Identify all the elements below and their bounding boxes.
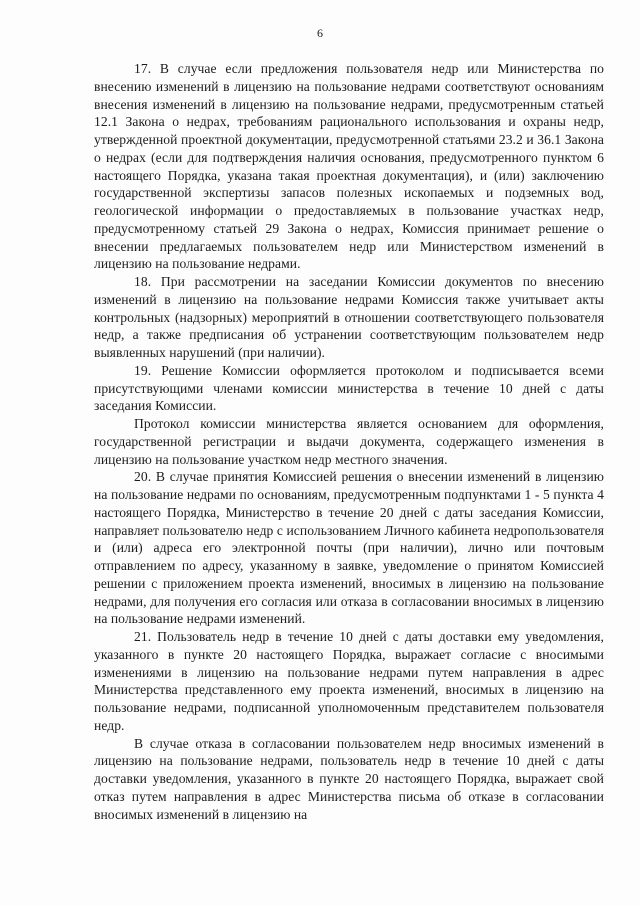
paragraph-20: 20. В случае принятия Комиссией решения о внесении изменений в лицензию на пользование недрами по основаниям, предусмотренным подпунктами 1 - 5 пункта 4 настоящего Порядка, Министерство в течение 20 дней с даты заседания Комиссии, направляет пользователю недр с использованием Личного кабинета недропользователя и (или) адреса его электронной почты (при наличии), лично или почтовым отправлением по адресу, указанному в заявке, уведомление о принятом Комиссией решении с приложением проекта изменений, вносимых в лицензию на пользование недрами, для получения его согласия или отказа в согласовании вносимых в лицензию на пользование недрами изменений.	[94, 469, 604, 627]
paragraph-21-refusal: В случае отказа в согласовании пользователем недр вносимых изменений в лицензию на пользование недрами, пользователь недр в течение 10 дней с даты доставки уведомления, указанного в пункте 20 настоящего Порядка, выражает свой отказ путем направления в адрес Министерства письма об отказе в согласовании вносимых изменений в лицензию на	[94, 735, 604, 822]
document-body	[94, 60, 604, 823]
paragraph-17: 17. В случае если предложения пользователя недр или Министерства по внесению изменений в лицензию на пользование недрами соответствуют основаниям внесения изменений в лицензию на пользование недрами, предусмотренным статьей 12.1 Закона о недрах, требованиям рационального использования и охраны недр, утвержденной проектной документации, предусмотренной статьями 23.2 и 36.1 Закона о недрах (если для подтверждения наличия основания, предусмотренного пунктом 6 настоящего Порядка, указана такая проектная документация), и (или) заключению государственной экспертизы запасов полезных ископаемых и подземных вод, геологической информации о предоставляемых в пользование участках недр, предусмотренному статьей 29 Закона о недрах, Комиссия принимает решение о внесении предлагаемых пользователем недр или Министерством изменений в лицензию на пользование недрами.	[94, 61, 604, 272]
paragraph-21: 21. Пользователь недр в течение 10 дней с даты доставки ему уведомления, указанного в пункте 20 настоящего Порядка, выражает согласие с вносимыми изменениями в лицензию на пользование недрами путем направления в адрес Министерства представленного ему проекта изменений, вносимых в лицензию на пользование недрами, подписанной уполномоченным представителем пользователя недр.	[94, 629, 604, 733]
page-number: 6	[317, 26, 323, 40]
paragraph-18: 18. При рассмотрении на заседании Комиссии документов по внесению изменений в лицензию на пользование недрами Комиссия также учитывает акты контрольных (надзорных) мероприятий в отношении соответствующего пользователя недр, а также предписания об устранении соответствующим пользователем недр выявленных нарушений (при наличии).	[94, 274, 604, 360]
paragraph-19-protocol: Протокол комиссии министерства является основанием для оформления, государственной регистрации и выдачи документа, содержащего изменения в лицензию на пользование участком недр местного значения.	[94, 416, 604, 467]
paragraph-19: 19. Решение Комиссии оформляется протоколом и подписывается всеми присутствующими членами комиссии министерства в течение 10 дней с даты заседания Комиссии.	[94, 362, 604, 414]
